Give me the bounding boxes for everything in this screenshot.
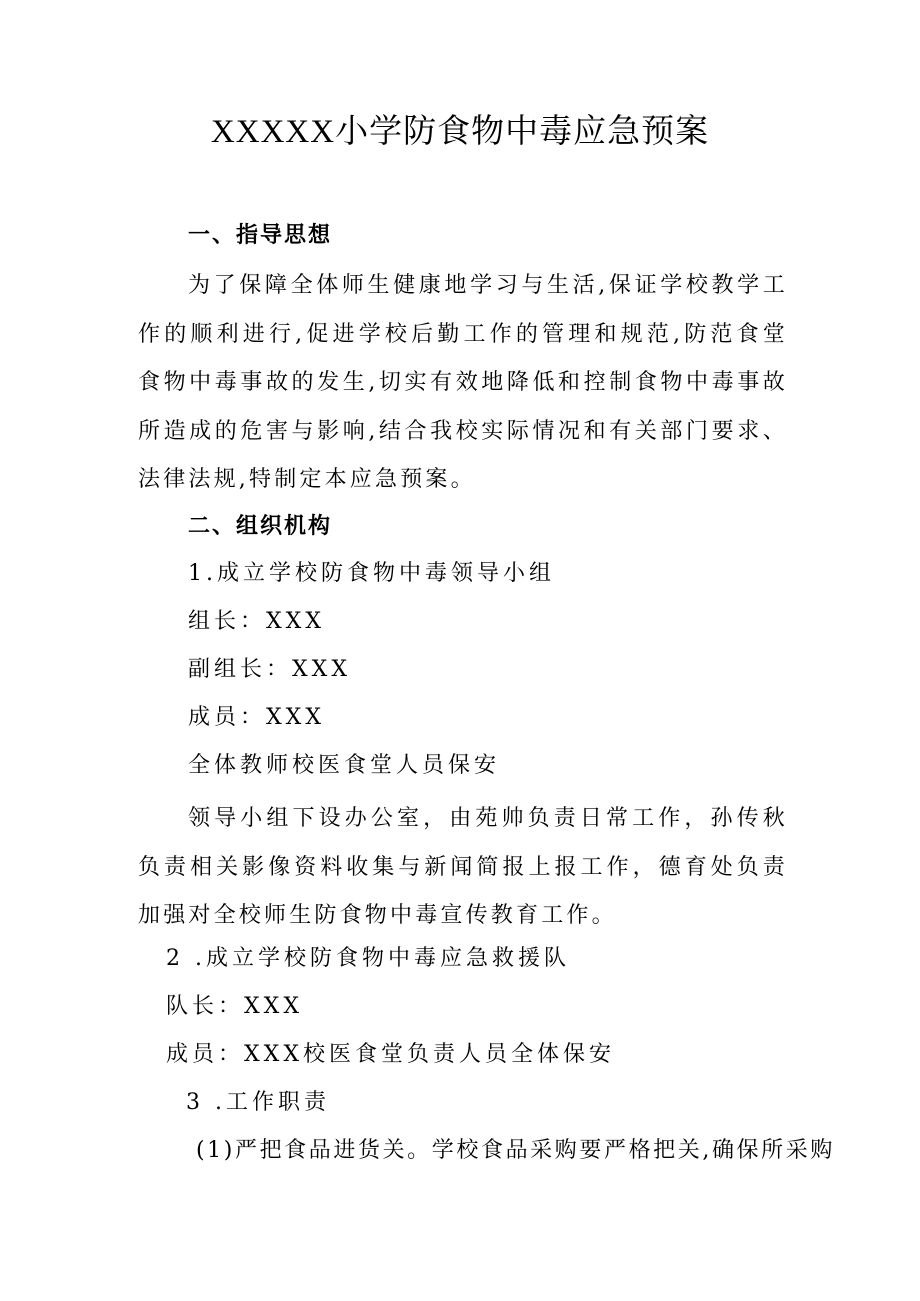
- group-leader-line: 组长：XXX: [188, 609, 325, 634]
- office-paragraph: 领导小组下设办公室，由苑帅负责日常工作，孙传秋负责相关影像资料收集与新闻简报上报工作，德育处负责加强对全校师生防食物中毒宣传教育工作。: [138, 806, 788, 928]
- guiding-ideology-paragraph: 为了保障全体师生健康地学习与生活,保证学校教学工作的顺利进行,促进学校后勤工作的管理和规范,防范食堂食物中毒事故的发生,切实有效地降低和控制食物中毒事故所造成的危害与影响,结合我校实际情况和有关部门要求、法律法规,特制定本应急预案。: [138, 273, 788, 492]
- item-leading-group-title: 1.成立学校防食物中毒领导小组: [188, 561, 555, 586]
- document-title: XXXXX小学防食物中毒应急预案: [210, 114, 710, 150]
- group-members-list: 全体教师校医食堂人员保安: [188, 753, 501, 778]
- section-heading-organization: 二、组织机构: [188, 514, 333, 539]
- vice-leader-line: 副组长：XXX: [188, 657, 351, 682]
- group-members-line: 成员：XXX: [188, 705, 325, 730]
- item-duties-title: 3 .工作职责: [186, 1090, 330, 1115]
- item-rescue-team-title: 2 .成立学校防食物中毒应急救援队: [166, 946, 570, 971]
- duty-item-1: (1)严把食品进货关。学校食品采购要严格把关,确保所采购: [196, 1138, 835, 1163]
- team-captain-line: 队长：XXX: [166, 994, 303, 1019]
- section-heading-guiding-ideology: 一、指导思想: [188, 223, 333, 248]
- team-members-line: 成员：XXX校医食堂负责人员全体保安: [166, 1042, 615, 1067]
